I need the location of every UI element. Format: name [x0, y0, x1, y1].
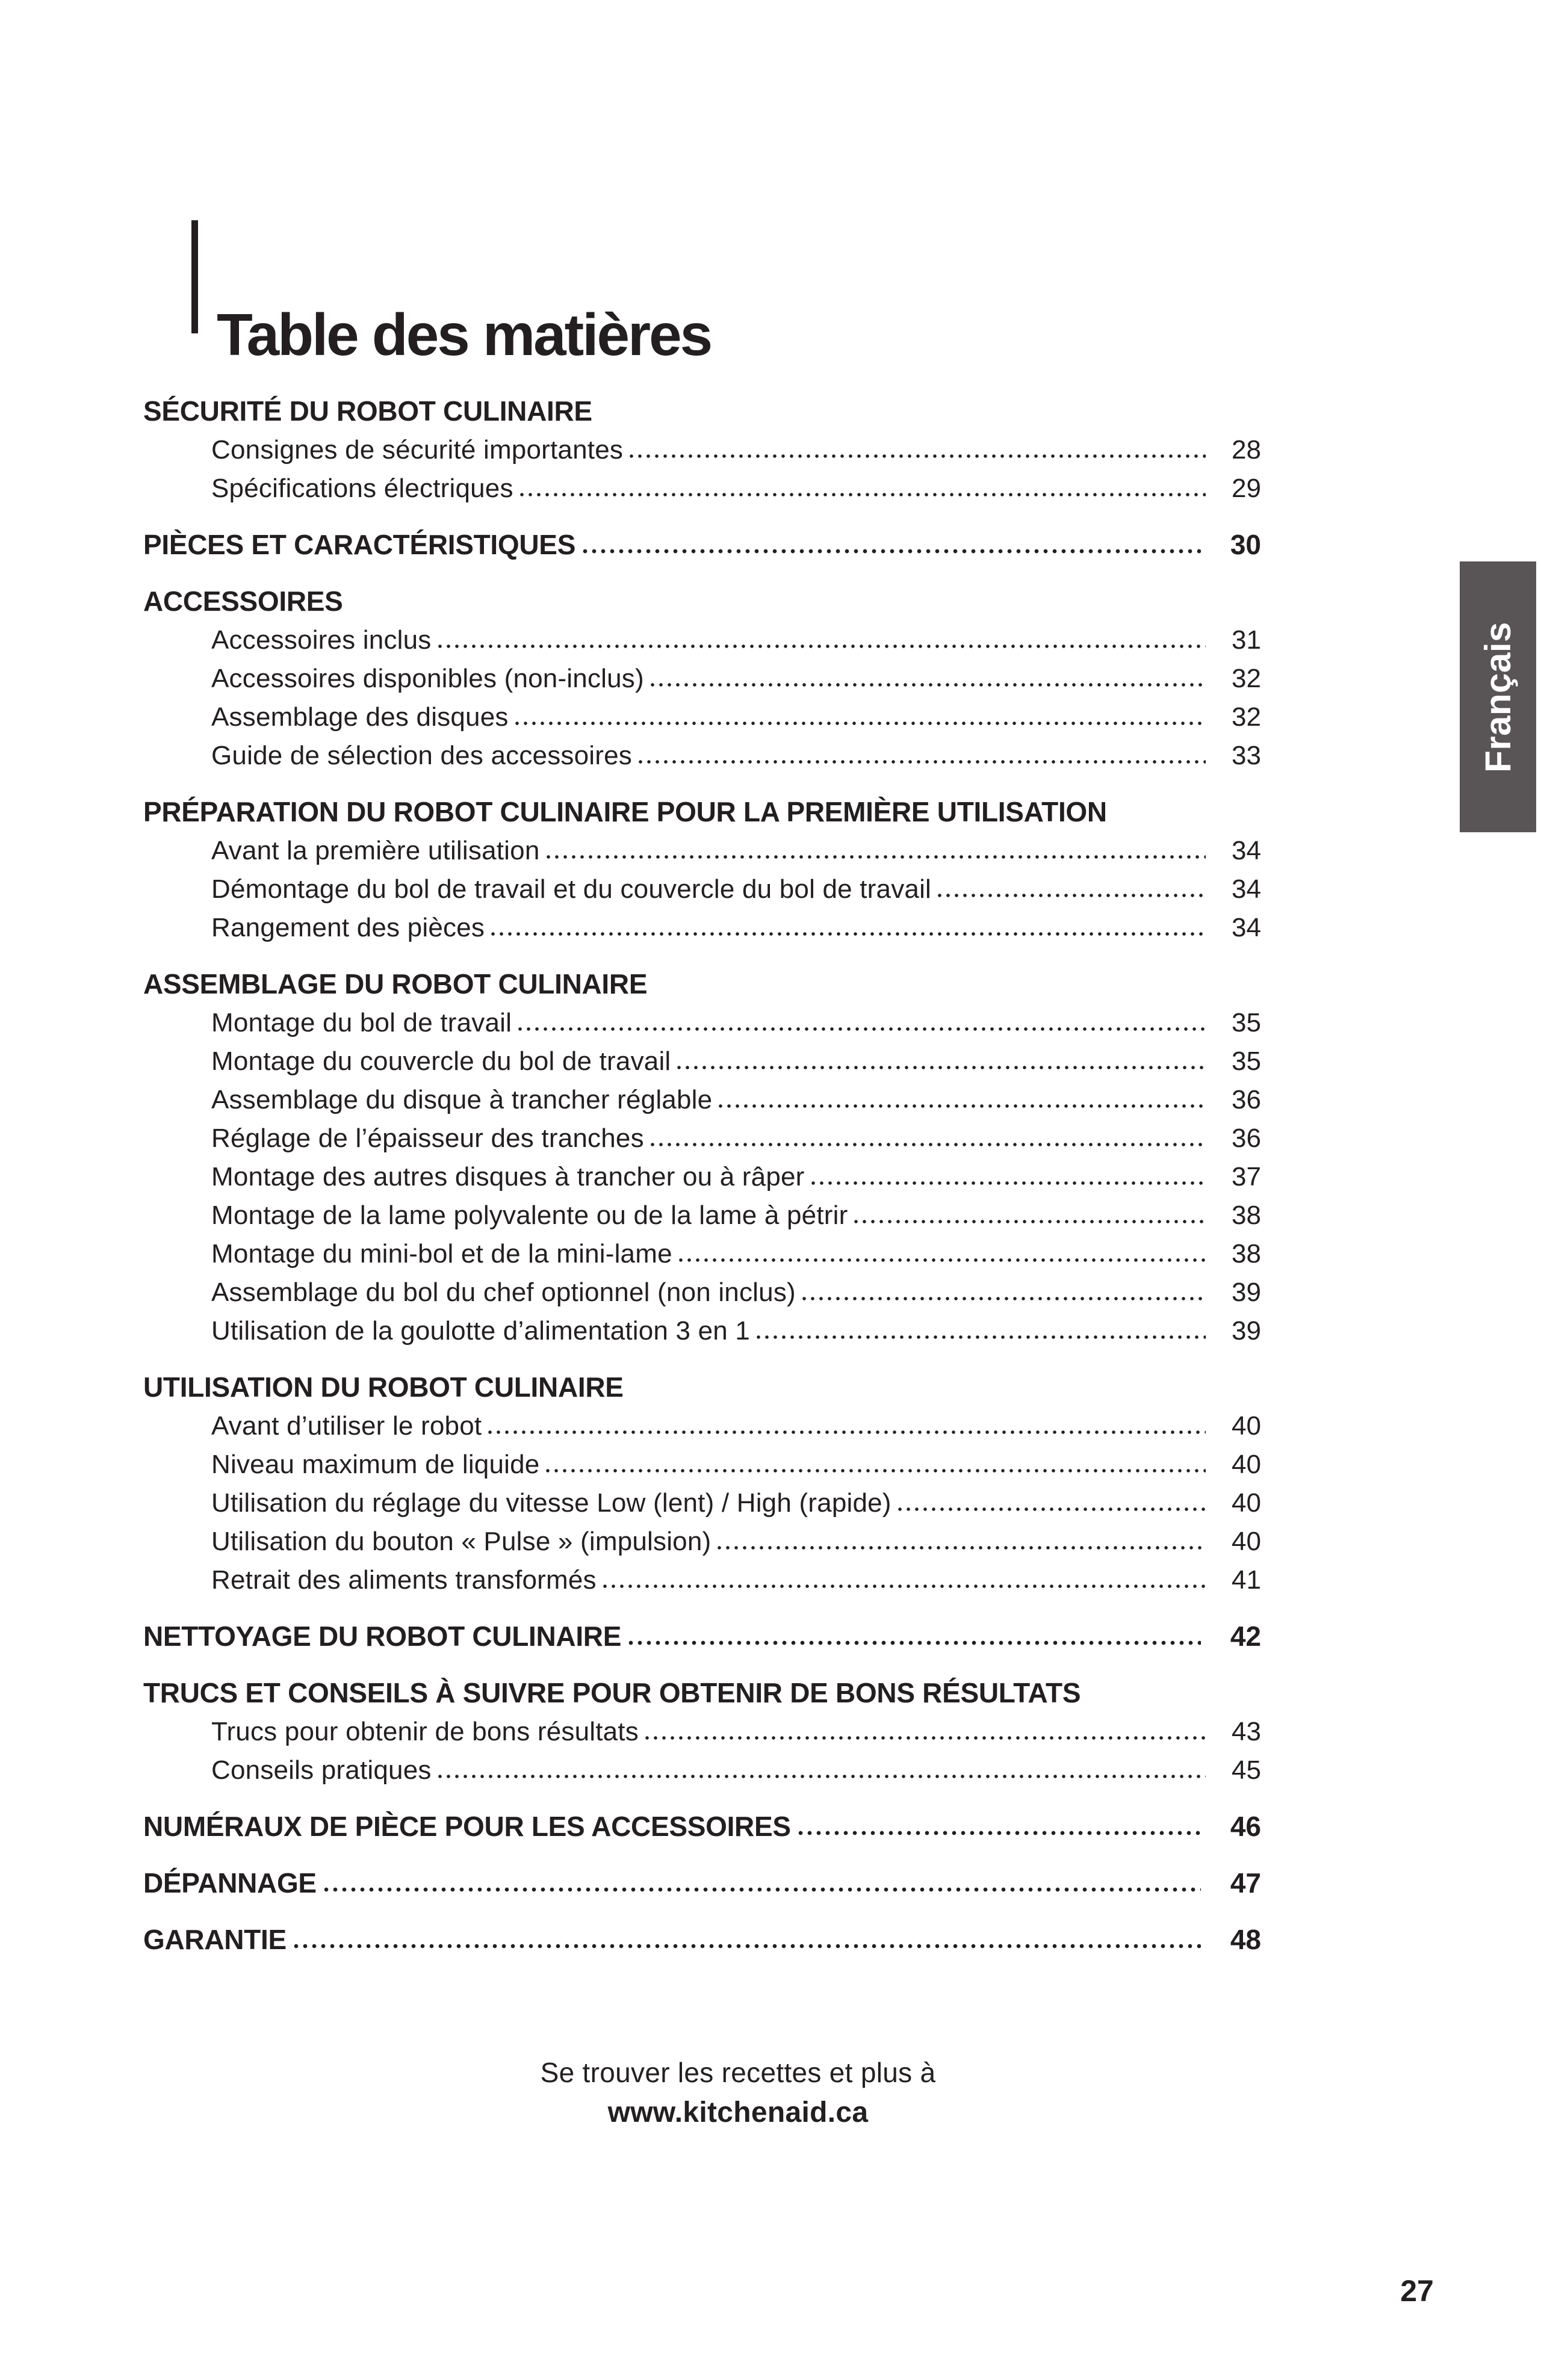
toc-item-row — [143, 1709, 1261, 1748]
toc-item-label: Utilisation du réglage du vitesse Low (lent) / High (rapide) — [211, 1488, 891, 1518]
dot-leader — [628, 1640, 1201, 1645]
toc-item-page: 35 — [1232, 1046, 1261, 1076]
toc-section — [143, 962, 1261, 1347]
toc-item-page: 34 — [1232, 874, 1261, 904]
footer-text: Se trouver les recettes et plus à — [540, 2057, 936, 2088]
dot-leader — [603, 1584, 1206, 1589]
toc-section-heading-row — [143, 522, 1261, 561]
page-number: 27 — [1400, 2274, 1434, 2308]
section-heading: PRÉPARATION DU ROBOT CULINAIRE POUR LA PREMIÈRE UTILISATION — [143, 796, 1107, 827]
toc-item-row — [143, 867, 1261, 905]
toc-section-page: 42 — [1230, 1621, 1261, 1652]
section-heading: GARANTIE — [143, 1924, 287, 1955]
toc-item-page: 31 — [1232, 625, 1261, 655]
toc-item-label: Utilisation de la goulotte d’alimentation 3 en 1 — [211, 1316, 751, 1346]
toc-item-page: 40 — [1232, 1411, 1261, 1441]
dot-leader — [518, 1027, 1206, 1031]
toc-item-row — [143, 617, 1261, 656]
toc-item-label: Assemblage du bol du chef optionnel (non inclus) — [211, 1278, 796, 1307]
toc-section-heading-row — [143, 1861, 1261, 1899]
dot-leader — [294, 1944, 1201, 1949]
dot-leader — [519, 492, 1206, 497]
toc-item-row — [143, 1480, 1261, 1519]
toc-item-label: Utilisation du bouton « Pulse » (impulsion) — [211, 1527, 712, 1556]
toc-section — [143, 1861, 1261, 1899]
toc-section-heading-row — [143, 790, 1261, 828]
toc-section — [143, 389, 1261, 504]
toc-item-label: Avant d’utiliser le robot — [211, 1411, 482, 1441]
toc-item-label: Assemblage du disque à trancher réglable — [211, 1085, 713, 1114]
toc-item-row — [143, 1748, 1261, 1786]
dot-leader — [645, 1736, 1206, 1740]
toc-item-page: 32 — [1232, 664, 1261, 693]
dot-leader — [802, 1296, 1206, 1301]
toc-item-label: Trucs pour obtenir de bons résultats — [211, 1717, 639, 1746]
section-heading: PIÈCES ET CARACTÉRISTIQUES — [143, 529, 576, 560]
toc-item-page: 32 — [1232, 702, 1261, 732]
toc-section — [143, 790, 1261, 944]
dot-leader — [811, 1181, 1206, 1185]
toc-section-heading-row — [143, 1917, 1261, 1956]
section-heading: SÉCURITÉ DU ROBOT CULINAIRE — [143, 395, 592, 427]
toc-section — [143, 1917, 1261, 1956]
footer — [0, 2057, 1476, 2129]
toc-item-page: 38 — [1232, 1239, 1261, 1269]
toc-section — [143, 1671, 1261, 1786]
toc-section — [143, 1614, 1261, 1652]
dot-leader — [937, 893, 1206, 898]
toc-item-page: 36 — [1232, 1124, 1261, 1153]
dot-leader — [798, 1831, 1201, 1835]
toc-section-page: 47 — [1230, 1867, 1261, 1899]
toc-item-label: Montage des autres disques à trancher ou à râper — [211, 1162, 805, 1192]
dot-leader — [324, 1887, 1201, 1892]
page-title: Table des matières — [217, 301, 712, 368]
toc-item-page: 45 — [1232, 1755, 1261, 1785]
toc-item-page: 28 — [1232, 435, 1261, 465]
toc-item-row — [143, 1442, 1261, 1480]
dot-leader — [438, 644, 1206, 649]
toc-item-page: 43 — [1232, 1717, 1261, 1746]
toc-item-row — [143, 694, 1261, 733]
toc-item-label: Montage du mini-bol et de la mini-lame — [211, 1239, 672, 1269]
toc-item-label: Montage du bol de travail — [211, 1008, 512, 1037]
toc-item-row — [143, 1116, 1261, 1154]
toc-item-page: 36 — [1232, 1085, 1261, 1114]
toc-item-row — [143, 656, 1261, 694]
dot-leader — [629, 454, 1206, 459]
toc-item-label: Accessoires disponibles (non-inclus) — [211, 664, 644, 693]
section-heading: DÉPANNAGE — [143, 1867, 317, 1899]
toc-item-page: 41 — [1232, 1565, 1261, 1595]
toc-section-heading-row — [143, 962, 1261, 1000]
toc-section-heading-row — [143, 1804, 1261, 1843]
table-of-contents — [143, 371, 1261, 1956]
dot-leader — [717, 1545, 1206, 1550]
toc-item-page: 37 — [1232, 1162, 1261, 1192]
toc-item-page: 40 — [1232, 1450, 1261, 1479]
toc-item-label: Retrait des aliments transformés — [211, 1565, 597, 1595]
dot-leader — [438, 1774, 1206, 1779]
toc-item-label: Avant la première utilisation — [211, 836, 540, 865]
dot-leader — [638, 759, 1206, 764]
toc-section-heading-row — [143, 1365, 1261, 1403]
toc-item-page: 29 — [1232, 474, 1261, 503]
toc-item-label: Démontage du bol de travail et du couvercle du bol de travail — [211, 874, 932, 904]
dot-leader — [650, 682, 1206, 687]
toc-section — [143, 579, 1261, 771]
toc-section — [143, 1365, 1261, 1596]
toc-item-row — [143, 905, 1261, 944]
toc-item-label: Spécifications électriques — [211, 474, 513, 503]
dot-leader — [583, 549, 1201, 554]
dot-leader — [515, 721, 1206, 726]
toc-item-page: 39 — [1232, 1278, 1261, 1307]
toc-section — [143, 522, 1261, 561]
dot-leader — [488, 1430, 1206, 1435]
toc-section-page: 30 — [1230, 529, 1261, 560]
toc-item-label: Réglage de l’épaisseur des tranches — [211, 1124, 644, 1153]
toc-section-heading-row — [143, 1614, 1261, 1652]
dot-leader — [650, 1142, 1206, 1147]
toc-item-row — [143, 1403, 1261, 1442]
toc-item-page: 33 — [1232, 741, 1261, 770]
dot-leader — [854, 1219, 1206, 1224]
toc-item-label: Accessoires inclus — [211, 625, 432, 655]
toc-item-row — [143, 828, 1261, 867]
toc-section-page: 48 — [1230, 1924, 1261, 1955]
toc-item-row — [143, 1193, 1261, 1231]
toc-item-row — [143, 1270, 1261, 1308]
toc-item-page: 40 — [1232, 1527, 1261, 1556]
toc-item-row — [143, 427, 1261, 466]
title-rule — [191, 220, 198, 333]
toc-section-page: 46 — [1230, 1811, 1261, 1842]
toc-item-row — [143, 733, 1261, 771]
section-heading: ASSEMBLAGE DU ROBOT CULINAIRE — [143, 968, 648, 1000]
dot-leader — [678, 1258, 1206, 1263]
toc-item-label: Consignes de sécurité importantes — [211, 435, 624, 465]
toc-item-row — [143, 1000, 1261, 1039]
dot-leader — [677, 1065, 1206, 1070]
toc-item-page: 39 — [1232, 1316, 1261, 1346]
toc-item-label: Montage de la lame polyvalente ou de la lame à pétrir — [211, 1201, 848, 1230]
toc-item-row — [143, 466, 1261, 504]
toc-item-label: Rangement des pièces — [211, 913, 485, 942]
section-heading: NETTOYAGE DU ROBOT CULINAIRE — [143, 1621, 622, 1652]
footer-url: www.kitchenaid.ca — [607, 2097, 869, 2128]
dot-leader — [756, 1335, 1206, 1340]
toc-item-label: Conseils pratiques — [211, 1755, 432, 1785]
toc-item-row — [143, 1557, 1261, 1596]
toc-item-label: Assemblage des disques — [211, 702, 509, 732]
dot-leader — [491, 932, 1206, 936]
toc-item-label: Niveau maximum de liquide — [211, 1450, 540, 1479]
toc-section-heading-row — [143, 389, 1261, 427]
toc-item-row — [143, 1077, 1261, 1116]
toc-section-heading-row — [143, 579, 1261, 617]
toc-section-heading-row — [143, 1671, 1261, 1709]
toc-item-page: 35 — [1232, 1008, 1261, 1037]
toc-item-label: Montage du couvercle du bol de travail — [211, 1046, 671, 1076]
section-heading: ACCESSOIRES — [143, 586, 343, 617]
dot-leader — [546, 855, 1206, 859]
dot-leader — [898, 1507, 1206, 1512]
toc-item-page: 40 — [1232, 1488, 1261, 1518]
dot-leader — [718, 1104, 1206, 1108]
dot-leader — [545, 1468, 1206, 1473]
toc-item-row — [143, 1039, 1261, 1077]
toc-item-row — [143, 1308, 1261, 1347]
toc-item-page: 34 — [1232, 913, 1261, 942]
toc-item-page: 34 — [1232, 836, 1261, 865]
toc-item-page: 38 — [1232, 1201, 1261, 1230]
section-heading: NUMÉRAUX DE PIÈCE POUR LES ACCESSOIRES — [143, 1811, 791, 1842]
section-heading: TRUCS ET CONSEILS À SUIVRE POUR OBTENIR DE BONS RÉSULTATS — [143, 1677, 1081, 1708]
language-tab — [1460, 561, 1536, 832]
language-tab-label: Français — [1478, 621, 1519, 773]
toc-section — [143, 1804, 1261, 1843]
toc-item-row — [143, 1519, 1261, 1557]
section-heading: UTILISATION DU ROBOT CULINAIRE — [143, 1371, 624, 1403]
toc-item-row — [143, 1154, 1261, 1193]
toc-item-label: Guide de sélection des accessoires — [211, 741, 632, 770]
toc-item-row — [143, 1231, 1261, 1270]
